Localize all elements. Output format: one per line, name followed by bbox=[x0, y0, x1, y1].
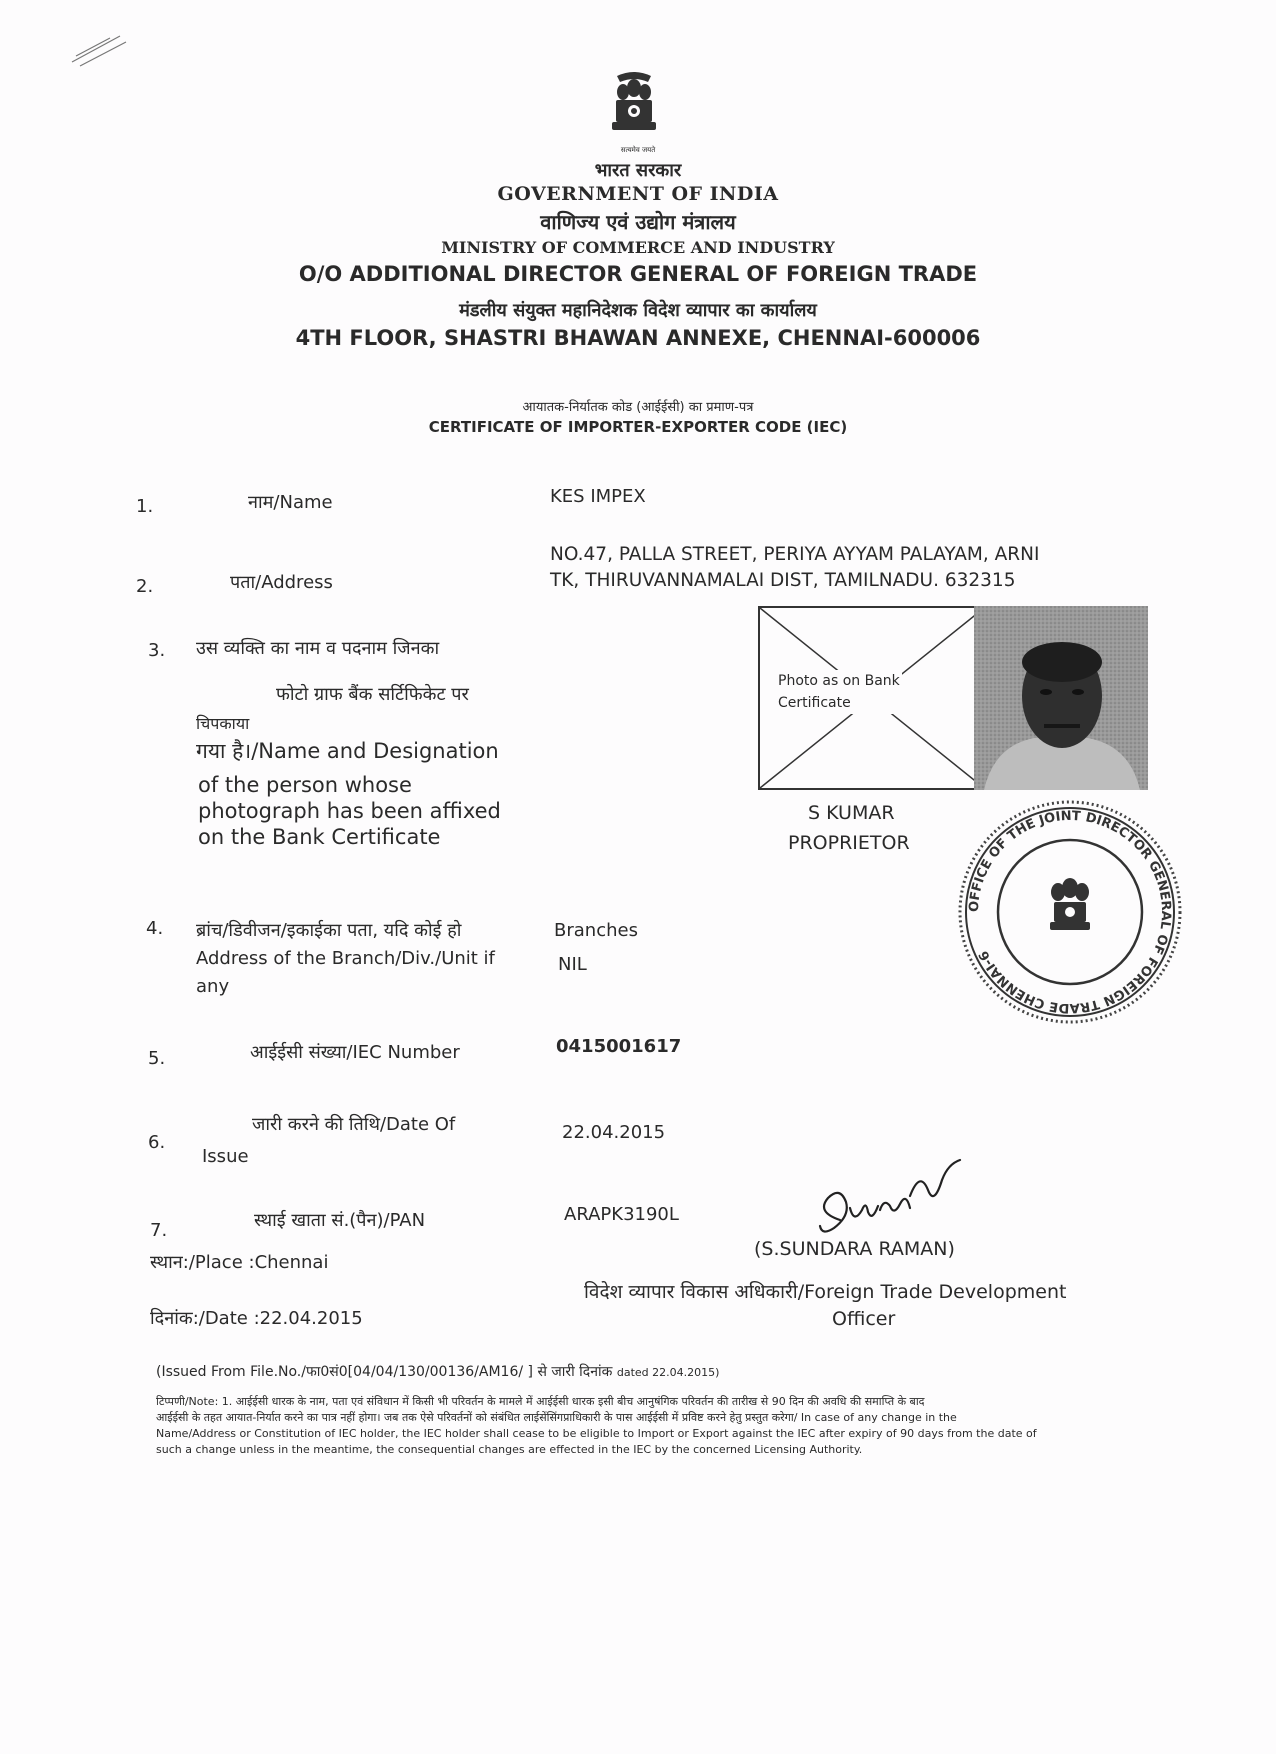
field-6-label-line2: Issue bbox=[202, 1146, 249, 1167]
date-of-issue-value: 22.04.2015 bbox=[562, 1122, 666, 1143]
field-2-number: 2. bbox=[136, 576, 154, 597]
field-3-label-hi-2: फोटो ग्राफ बैंक सर्टिफिकेट पर bbox=[276, 684, 469, 705]
field-3-label-hi-3: चिपकाया bbox=[196, 714, 250, 733]
photo-placeholder-box bbox=[758, 606, 986, 790]
footnote-line1: टिप्पणी/Note: 1. आईईसी धारक के नाम, पता एवं संविधान में किसी भी परिवर्तन के मामले में आईईसी धारक इसी बीच आनुषंगिक परिवर्तन की तारीख से 90 दिन की अवधि की समाप्ति के बाद bbox=[156, 1395, 925, 1408]
field-2-value-line1: NO.47, PALLA STREET, PERIYA AYYAM PALAYAM, ARNI bbox=[550, 544, 1040, 565]
field-5-label: आईईसी संख्या/IEC Number bbox=[250, 1042, 460, 1063]
date-text: दिनांक:/Date :22.04.2015 bbox=[150, 1308, 363, 1329]
ministry-hindi: वाणिज्य एवं उद्योग मंत्रालय bbox=[540, 210, 736, 234]
issued-from-text bbox=[156, 1362, 719, 1381]
signature-handwritten bbox=[810, 1150, 970, 1240]
field-4-value-line2: NIL bbox=[558, 954, 587, 975]
field-4-label-en-1: Address of the Branch/Div./Unit if bbox=[196, 948, 495, 969]
signatory-title-line1: विदेश व्यापार विकास अधिकारी/Foreign Trade Development bbox=[584, 1281, 1067, 1303]
place-text: स्थान:/Place :Chennai bbox=[150, 1252, 329, 1273]
field-1-number: 1. bbox=[136, 496, 154, 517]
field-4-value-line1: Branches bbox=[554, 920, 638, 941]
field-1-value: KES IMPEX bbox=[550, 486, 646, 507]
field-2-label: पता/Address bbox=[230, 572, 333, 593]
govt-english: GOVERNMENT OF INDIA bbox=[497, 183, 779, 205]
field-1-label: नाम/Name bbox=[248, 492, 333, 513]
emblem-caption: सत्यमेव जयते bbox=[620, 146, 656, 154]
field-4-label-hi: ब्रांच/डिवीजन/इकाईका पता, यदि कोई हो bbox=[196, 920, 462, 941]
field-4-number: 4. bbox=[146, 918, 164, 939]
issued-dated: dated 22.04.2015) bbox=[616, 1366, 720, 1379]
cert-title-english: CERTIFICATE OF IMPORTER-EXPORTER CODE (IEC) bbox=[428, 418, 848, 436]
field-7-number: 7. bbox=[150, 1220, 168, 1241]
svg-text:OFFICE OF THE JOINT DIRECTOR G: OFFICE OF THE JOINT DIRECTOR GENERAL OF FOREIGN TRADE CHENNAI-6 bbox=[966, 808, 1174, 1016]
photo-placeholder-line2: Certificate bbox=[778, 695, 851, 711]
pen-tick-mark bbox=[70, 30, 130, 70]
field-6-label-line1: जारी करने की तिथि/Date Of bbox=[252, 1114, 456, 1135]
office-english: O/O ADDITIONAL DIRECTOR GENERAL OF FOREIGN TRADE bbox=[298, 262, 978, 286]
office-address: 4TH FLOOR, SHASTRI BHAWAN ANNEXE, CHENNAI-600006 bbox=[295, 326, 981, 350]
issued-from-file: (Issued From File.No./फा0सं0[04/04/130/00136/AM16/ ] से जारी दिनांक bbox=[156, 1364, 613, 1380]
photo-placeholder-line1: Photo as on Bank bbox=[778, 673, 900, 689]
cert-title-hindi: आयातक-निर्यातक कोड (आईईसी) का प्रमाण-पत्र bbox=[522, 400, 754, 415]
footnote-line4: such a change unless in the meantime, the consequential changes are effected in the IEC by the concerned Licensing Authority. bbox=[156, 1443, 863, 1456]
field-3-label-en-3: on the Bank Certificate bbox=[198, 825, 441, 849]
field-3-label-hi-1: उस व्यक्ति का नाम व पदनाम जिनका bbox=[196, 638, 440, 659]
ministry-english: MINISTRY OF COMMERCE AND INDUSTRY bbox=[441, 238, 835, 257]
portrait-image bbox=[974, 606, 1148, 790]
office-hindi: मंडलीय संयुक्त महानिदेशक विदेश व्यापार का कार्यालय bbox=[459, 300, 817, 321]
signatory-title-line2: Officer bbox=[832, 1308, 896, 1330]
field-3-label-en-2: photograph has been affixed bbox=[198, 799, 501, 823]
proprietor-photograph bbox=[974, 606, 1148, 790]
field-2-value-line2: TK, THIRUVANNAMALAI DIST, TAMILNADU. 632315 bbox=[550, 570, 1016, 591]
footnote-block bbox=[156, 1394, 1166, 1458]
footnote-line2: आईईसी के तहत आयात-निर्यात करने का पात्र नहीं होगा। जब तक ऐसे परिवर्तनों को संबंधित लाईसेंसिंगप्राधिकारी के पास आईईसी में प्रविष्ट करने हेतु प्रस्तुत करेगा/ In case of any change in the bbox=[156, 1411, 957, 1424]
footnote-line3: Name/Address or Constitution of IEC holder, the IEC holder shall cease to be eligible to Import or Export against the IEC after expiry of 90 days from the date of bbox=[156, 1427, 1037, 1440]
person-name: S KUMAR bbox=[808, 802, 895, 824]
pan-value: ARAPK3190L bbox=[564, 1204, 679, 1225]
field-5-number: 5. bbox=[148, 1048, 166, 1069]
field-4-label-en-2: any bbox=[196, 976, 230, 997]
field-3-number: 3. bbox=[148, 640, 166, 661]
govt-hindi: भारत सरकार bbox=[594, 160, 682, 181]
signatory-name: (S.SUNDARA RAMAN) bbox=[754, 1238, 955, 1260]
field-6-number: 6. bbox=[148, 1132, 166, 1153]
state-emblem-icon bbox=[604, 70, 664, 152]
field-7-label: स्थाई खाता सं.(पैन)/PAN bbox=[254, 1210, 426, 1231]
iec-number-value: 0415001617 bbox=[556, 1036, 682, 1057]
field-3-label-mixed: गया है।/Name and Designation bbox=[196, 739, 499, 763]
official-seal-stamp bbox=[950, 792, 1190, 1032]
person-designation: PROPRIETOR bbox=[788, 832, 910, 854]
field-3-label-en-1: of the person whose bbox=[198, 773, 412, 797]
